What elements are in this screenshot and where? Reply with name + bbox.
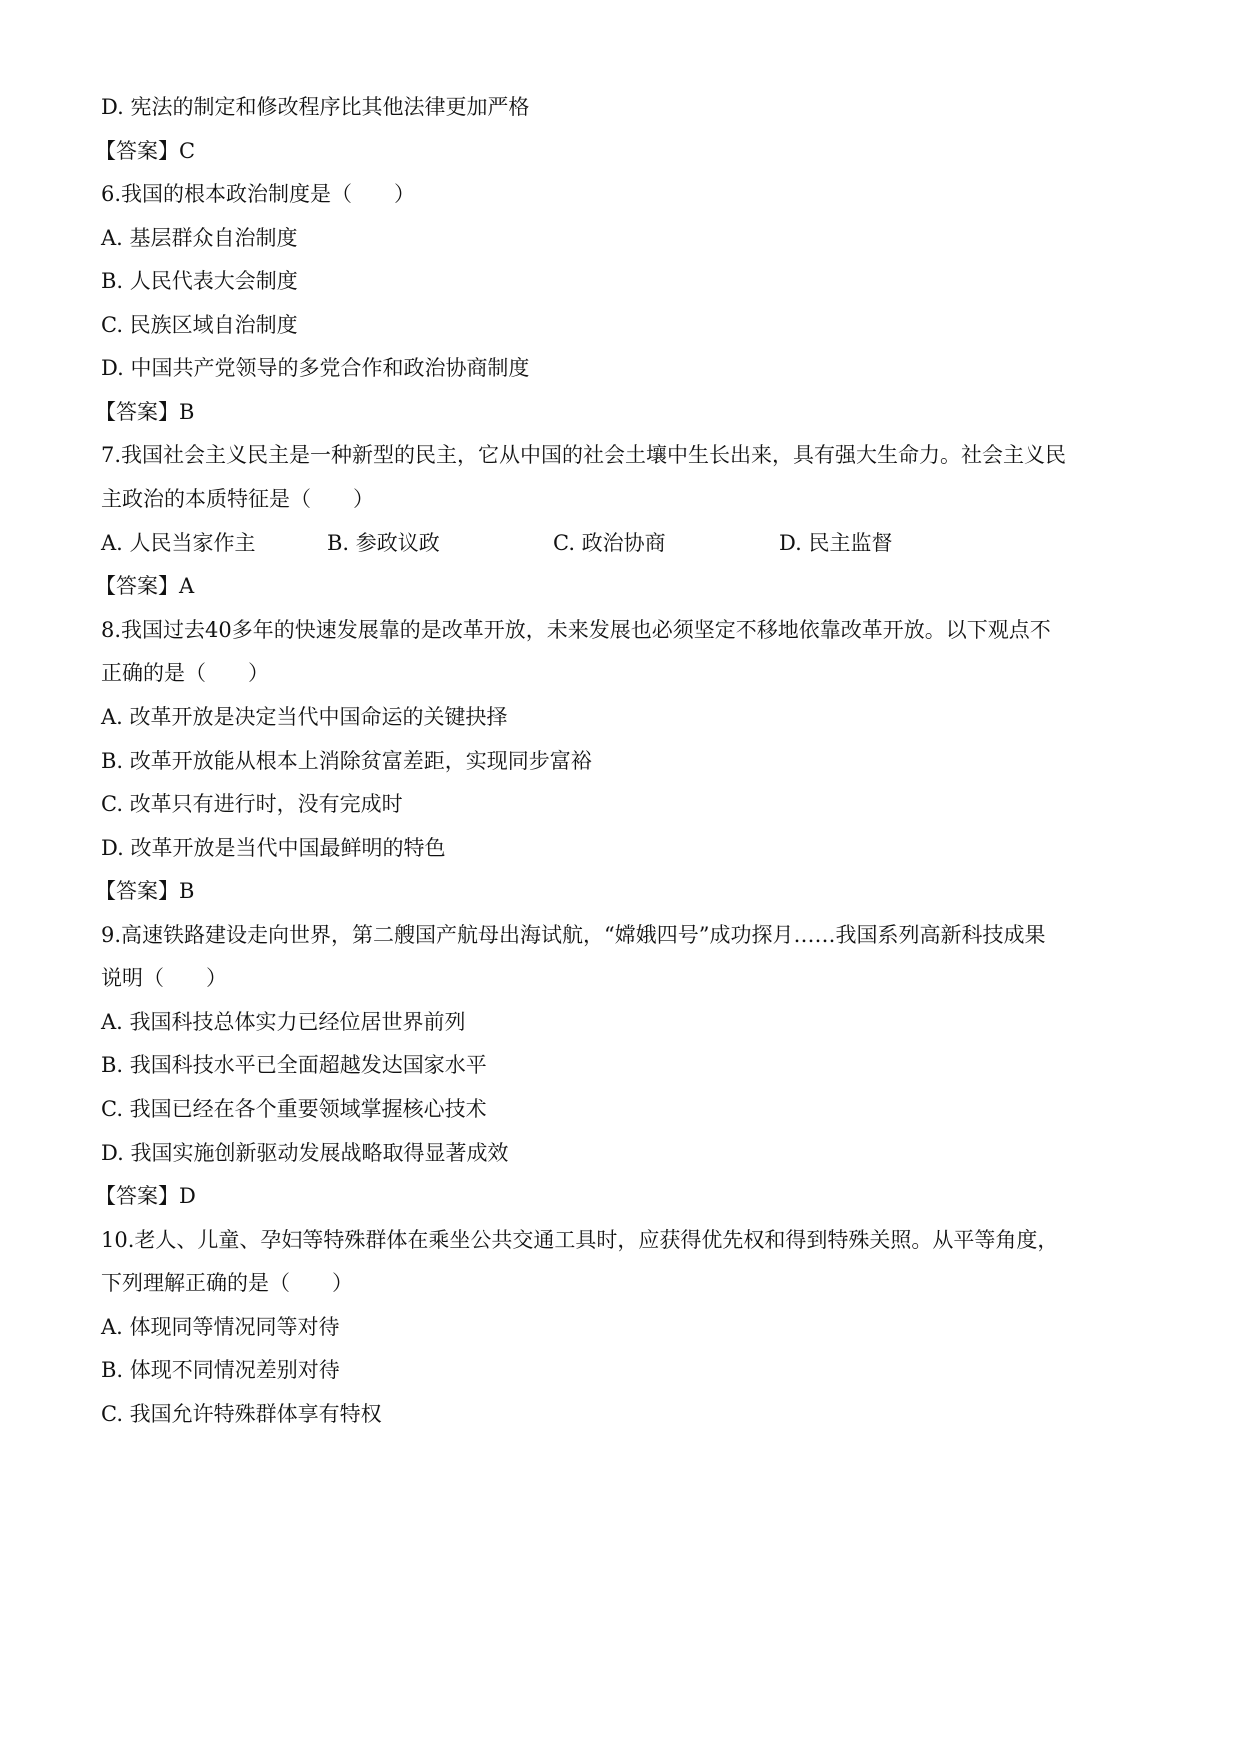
q7-answer: 【答案】A: [95, 574, 195, 598]
q9-stem-line1: 9.高速铁路建设走向世界，第二艘国产航母出海试航，“嫦娥四号”成功探月……我国系列高新科技成果: [101, 923, 1046, 947]
q7-option-b: B. 参政议政: [327, 531, 440, 555]
q6-option-b: B. 人民代表大会制度: [101, 269, 298, 293]
q8-option-d: D. 改革开放是当代中国最鲜明的特色: [101, 836, 446, 860]
q5-option-d: D. 宪法的制定和修改程序比其他法律更加严格: [101, 95, 530, 119]
q10-stem-line2: 下列理解正确的是（ ）: [101, 1271, 353, 1295]
q7-stem-line2: 主政治的本质特征是（ ）: [101, 487, 374, 511]
q9-option-a: A. 我国科技总体实力已经位居世界前列: [101, 1010, 466, 1034]
q8-stem-line2: 正确的是（ ）: [101, 661, 269, 685]
q9-answer: 【答案】D: [95, 1184, 196, 1208]
q8-stem-line1: 8.我国过去40多年的快速发展靠的是改革开放，未来发展也必须坚定不移地依靠改革开放。以下观点不: [101, 618, 1051, 642]
q9-option-d: D. 我国实施创新驱动发展战略取得显著成效: [101, 1141, 509, 1165]
q9-option-b: B. 我国科技水平已全面超越发达国家水平: [101, 1053, 487, 1077]
q7-option-a: A. 人民当家作主: [101, 531, 256, 555]
q6-option-d: D. 中国共产党领导的多党合作和政治协商制度: [101, 356, 530, 380]
q10-option-b: B. 体现不同情况差别对待: [101, 1358, 340, 1382]
q8-option-a: A. 改革开放是决定当代中国命运的关键抉择: [101, 705, 508, 729]
q10-option-c: C. 我国允许特殊群体享有特权: [101, 1402, 382, 1426]
q7-stem-line1: 7.我国社会主义民主是一种新型的民主，它从中国的社会土壤中生长出来，具有强大生命力。社会主义民: [101, 443, 1067, 467]
q9-stem-line2: 说明（ ）: [101, 966, 227, 990]
q8-answer: 【答案】B: [95, 879, 195, 903]
q8-option-b: B. 改革开放能从根本上消除贫富差距，实现同步富裕: [101, 749, 592, 773]
q6-option-a: A. 基层群众自治制度: [101, 226, 298, 250]
q5-answer: 【答案】C: [95, 139, 196, 163]
q9-option-c: C. 我国已经在各个重要领域掌握核心技术: [101, 1097, 487, 1121]
q6-stem: 6.我国的根本政治制度是（ ）: [101, 182, 416, 206]
q8-option-c: C. 改革只有进行时，没有完成时: [101, 792, 403, 816]
q10-stem-line1: 10.老人、儿童、孕妇等特殊群体在乘坐公共交通工具时，应获得优先权和得到特殊关照。从平等角度，: [101, 1228, 1059, 1252]
q10-option-a: A. 体现同等情况同等对待: [101, 1315, 340, 1339]
q7-option-d: D. 民主监督: [779, 531, 893, 555]
q6-answer: 【答案】B: [95, 400, 195, 424]
q6-option-c: C. 民族区域自治制度: [101, 313, 298, 337]
q7-option-c: C. 政治协商: [553, 531, 666, 555]
